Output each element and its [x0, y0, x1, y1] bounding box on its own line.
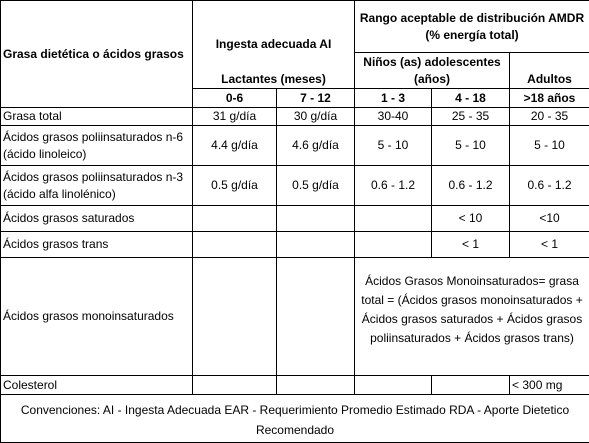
table-cell	[193, 376, 277, 395]
table-cell	[277, 258, 355, 376]
row-label: Ácidos grasos saturados	[1, 206, 193, 232]
table-cell: 5 - 10	[510, 126, 589, 166]
table-cell: < 1	[510, 232, 589, 258]
header-amdr-title: Rango aceptable de distribución AMDR (% energía total)	[355, 1, 589, 53]
table-cell: 4.6 g/día	[277, 126, 355, 166]
table-cell: 0.6 - 1.2	[510, 166, 589, 206]
table-cell	[277, 376, 355, 395]
table-cell: 0.5 g/día	[193, 166, 277, 206]
table-cell	[432, 376, 510, 395]
table-row	[1, 258, 589, 376]
footer-conventions: Convenciones: AI - Ingesta Adecuada EAR - Requerimiento Promedio Estimado RDA - Aporte Dietetico Recomendado	[1, 395, 589, 443]
row-label: Ácidos grasos poliinsaturados n-6 (ácido linoleico)	[1, 126, 193, 166]
table-cell: 20 - 35	[510, 108, 589, 126]
table-cell	[355, 206, 432, 232]
table-row	[1, 232, 589, 258]
table-cell: < 10	[432, 206, 510, 232]
table-cell: 30-40	[355, 108, 432, 126]
table-cell: 30 g/día	[277, 108, 355, 126]
table-cell	[277, 232, 355, 258]
table-row	[1, 108, 589, 126]
row-label: Ácidos grasos trans	[1, 232, 193, 258]
table-cell	[193, 232, 277, 258]
row-label: Grasa total	[1, 108, 193, 126]
age-col-0-6: 0-6	[193, 89, 277, 108]
table-cell	[193, 206, 277, 232]
header-row-label: Grasa dietética o ácidos grasos	[1, 1, 193, 108]
table-cell	[193, 258, 277, 376]
table-row	[1, 166, 589, 206]
header-children: Niños (as) adolescentes (años)	[355, 53, 510, 89]
header-infants: Lactantes (meses)	[193, 53, 355, 89]
table-cell: 5 - 10	[355, 126, 432, 166]
table-row	[1, 126, 589, 166]
table-cell: 0.6 - 1.2	[432, 166, 510, 206]
table-cell: <10	[510, 206, 589, 232]
table-cell: < 1	[432, 232, 510, 258]
table-row	[1, 376, 589, 395]
table-cell: 31 g/día	[193, 108, 277, 126]
table-cell: 25 - 35	[432, 108, 510, 126]
header-adults: Adultos	[510, 53, 589, 89]
table-cell	[355, 232, 432, 258]
age-col-7-12: 7 - 12	[277, 89, 355, 108]
table-cell: < 300 mg	[510, 376, 589, 395]
table-row	[1, 206, 589, 232]
table-cell: 4.4 g/día	[193, 126, 277, 166]
table-cell	[355, 376, 432, 395]
table-cell: 0.5 g/día	[277, 166, 355, 206]
row-label: Colesterol	[1, 376, 193, 395]
age-col-4-18: 4 - 18	[432, 89, 510, 108]
monounsaturated-formula: Ácidos Grasos Monoinsaturados= grasa total = (Ácidos grasos monoinsaturados + Ácidos grasos saturados + Ácidos grasos poliinsaturados + Ácidos grasos trans)	[355, 258, 589, 376]
age-col-1-3: 1 - 3	[355, 89, 432, 108]
table-cell	[277, 206, 355, 232]
table-cell: 0.6 - 1.2	[355, 166, 432, 206]
table-cell: 5 - 10	[432, 126, 510, 166]
age-col-adults: >18 años	[510, 89, 589, 108]
row-label: Ácidos grasos poliinsaturados n-3 (ácido alfa linolénico)	[1, 166, 193, 206]
header-ai-title: Ingesta adecuada AI	[193, 1, 355, 53]
row-label: Ácidos grasos monoinsaturados	[1, 258, 193, 376]
